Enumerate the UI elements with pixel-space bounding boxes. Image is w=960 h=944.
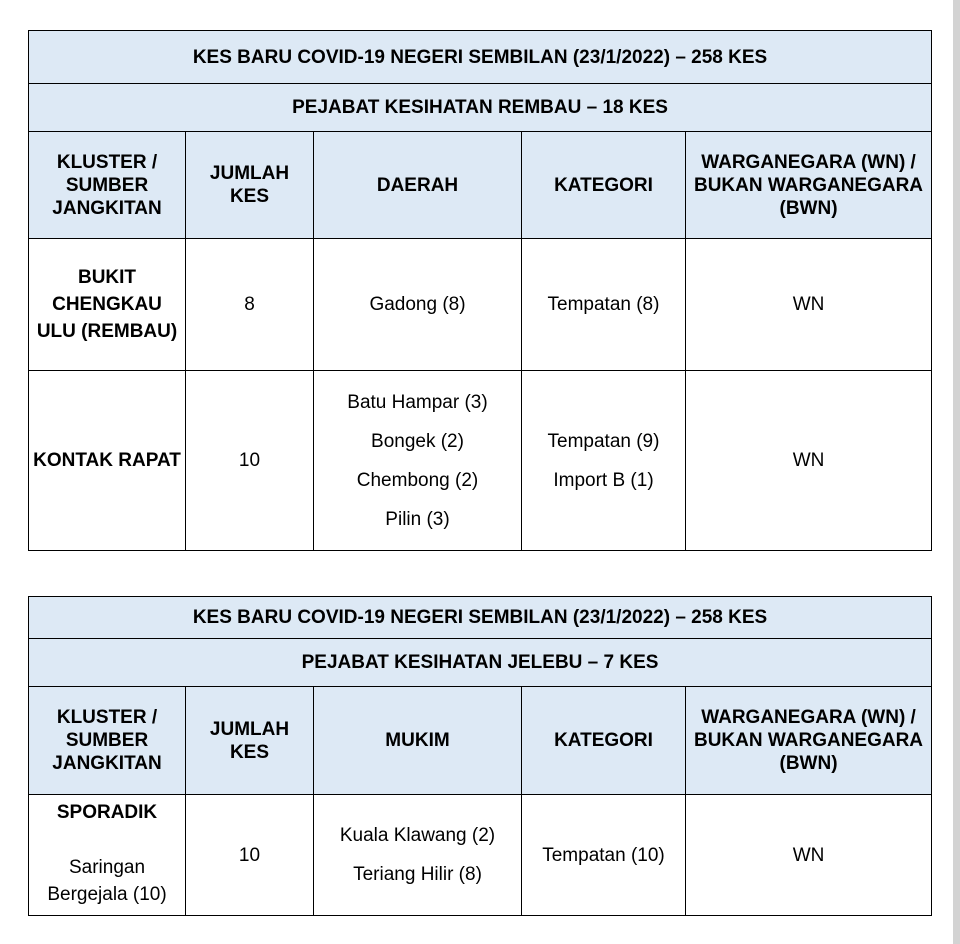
count-cell: 10 bbox=[186, 371, 314, 551]
header-count: JUMLAH KES bbox=[186, 132, 314, 239]
table-row bbox=[29, 371, 932, 551]
header-category: KATEGORI bbox=[522, 687, 686, 795]
count-cell: 8 bbox=[186, 239, 314, 371]
category-item: Import B (1) bbox=[553, 469, 654, 491]
category-cell bbox=[522, 239, 686, 371]
header-citizenship: WARGANEGARA (WN) / BUKAN WARGANEGARA (BWN) bbox=[686, 687, 932, 795]
header-cluster: KLUSTER / SUMBER JANGKITAN bbox=[29, 132, 186, 239]
header-count: JUMLAH KES bbox=[186, 687, 314, 795]
area-cell bbox=[314, 371, 522, 551]
table-title: KES BARU COVID-19 NEGERI SEMBILAN (23/1/2022) – 258 KES bbox=[29, 597, 932, 639]
subdistrict-cell bbox=[314, 795, 522, 916]
category-cell bbox=[522, 371, 686, 551]
subdistrict-item: Kuala Klawang (2) bbox=[339, 825, 496, 846]
cluster-label: SPORADIK bbox=[56, 802, 158, 823]
cluster-cell: KONTAK RAPAT bbox=[29, 371, 186, 551]
count-cell: 10 bbox=[186, 795, 314, 916]
header-cluster: KLUSTER / SUMBER JANGKITAN bbox=[29, 687, 186, 795]
table-row bbox=[29, 239, 932, 371]
area-cell bbox=[314, 239, 522, 371]
cluster-cell: BUKIT CHENGKAU ULU (REMBAU) bbox=[29, 239, 186, 371]
table-subtitle: PEJABAT KESIHATAN REMBAU – 18 KES bbox=[29, 84, 932, 132]
area-item: Pilin (3) bbox=[385, 508, 450, 530]
table-title: KES BARU COVID-19 NEGERI SEMBILAN (23/1/2022) – 258 KES bbox=[29, 31, 932, 84]
citizenship-cell: WN bbox=[686, 795, 932, 916]
category-item: Tempatan (8) bbox=[547, 294, 660, 315]
category-item: Tempatan (9) bbox=[547, 430, 660, 452]
category-item: Tempatan (10) bbox=[542, 844, 665, 866]
cluster-detail: Saringan Bergejala (10) bbox=[47, 857, 167, 905]
area-item: Chembong (2) bbox=[356, 469, 479, 491]
area-item: Gadong (8) bbox=[369, 294, 466, 315]
citizenship-cell: WN bbox=[686, 371, 932, 551]
header-citizenship: WARGANEGARA (WN) / BUKAN WARGANEGARA (BWN) bbox=[686, 132, 932, 239]
rembau-cases-table bbox=[28, 30, 932, 551]
table-row bbox=[29, 795, 932, 916]
header-category: KATEGORI bbox=[522, 132, 686, 239]
header-area: DAERAH bbox=[314, 132, 522, 239]
citizenship-cell: WN bbox=[686, 239, 932, 371]
area-item: Bongek (2) bbox=[371, 430, 464, 452]
jelebu-cases-table bbox=[28, 596, 932, 916]
header-subdistrict: MUKIM bbox=[314, 687, 522, 795]
cluster-cell bbox=[29, 795, 186, 916]
subdistrict-item: Teriang Hilir (8) bbox=[353, 864, 482, 885]
page-edge-strip bbox=[953, 0, 960, 944]
table-subtitle: PEJABAT KESIHATAN JELEBU – 7 KES bbox=[29, 639, 932, 687]
category-cell bbox=[522, 795, 686, 916]
area-item: Batu Hampar (3) bbox=[347, 391, 488, 413]
